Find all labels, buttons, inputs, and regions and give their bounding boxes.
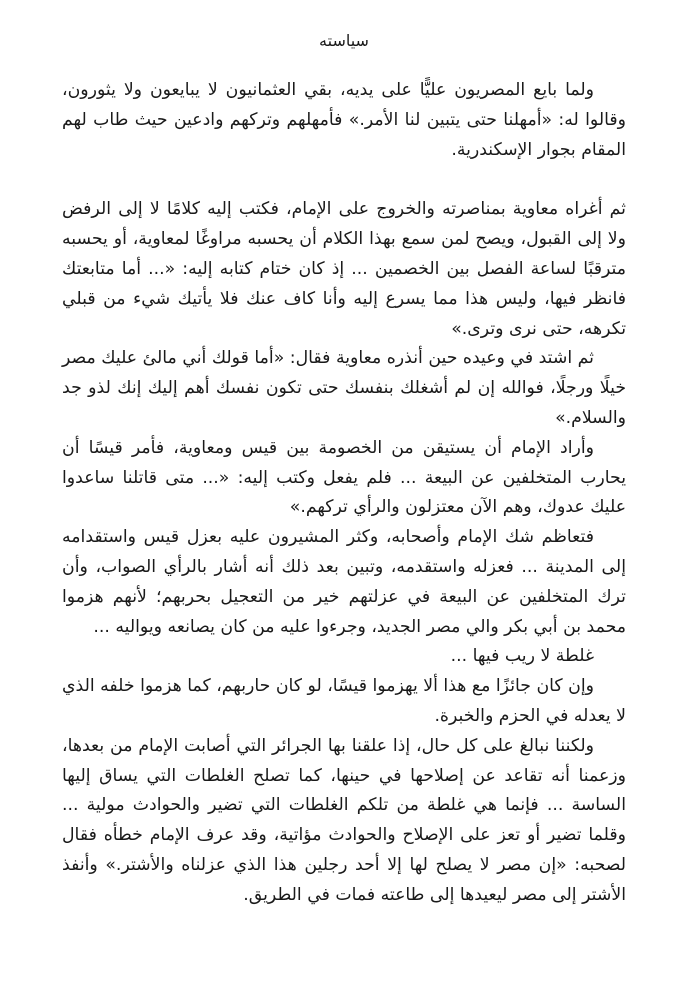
paragraph: ولكننا نبالغ على كل حال، إذا علقنا بها الجرائر التي أصابت الإمام من بعدها، وزعمنا أنه تقاعد عن إصلاحها في حينها، كما تصلح الغلطات التي يساق إليها الساسة ... فإنما هي غلطة من تلكم الغلطات التي تضير والحوادث مولية ... وقلما تضير أو تعز على الإصلاح والحوادث مؤاتية، وقد عرف الإمام خطأه فقال لصحبه: «إن مصر لا يصلح لها إلا أحد رجلين هذا الذي عزلناه والأشتر.» وأنفذ الأشتر إلى مصر ليعيدها إلى طاعته فمات في الطريق. <box>62 735 626 905</box>
body-text <box>62 76 626 911</box>
paragraph: ثم اشتد في وعيده حين أنذره معاوية فقال: «أما قولك أني مالئ عليك مصر خيلًا ورجلًا، فوالله إن لم أشغلك بنفسك حتى تكون نفسك أهم إليك إنك لذو جد والسلام.» <box>62 348 626 428</box>
paragraph: ثم أغراه معاوية بمناصرته والخروج على الإمام، فكتب إليه كلامًا لا إلى الرفض ولا إلى القبول، ويصح لمن سمع بهذا الكلام أن يحسبه مراوغًا لمعاوية، أو يحسبه مترقبًا لساعة الفصل بين الخصمين ... إذ كان ختام كتابه إليه: «... أما متابعتك فانظر فيها، وليس هذا مما يسرع إليه وأنا كاف عنك فلا يأتيك شيء من قبلي تكرهه، حتى نرى وترى.» <box>62 199 626 339</box>
paragraph: غلطة لا ريب فيها ... <box>450 646 594 667</box>
running-head: سياسته <box>319 31 369 50</box>
paragraph: وأراد الإمام أن يستيقن من الخصومة بين قيس ومعاوية، فأمر قيسًا أن يحارب المتخلفين عن البيعة ... فلم يفعل وكتب إليه: «... متى قاتلنا ساعدوا عليك عدوك، وهم الآن معتزلون والرأي تركهم.» <box>62 437 626 518</box>
paragraph: ولما بايع المصريون عليًّا على يديه، بقي العثمانيون لا يبايعون ولا يثورون، وقالوا له: «أمهلنا حتى يتبين لنا الأمر.» فأمهلهم وتركهم وادعين حيث طاب لهم المقام بجوار الإسكندرية. <box>62 80 626 160</box>
paragraph: فتعاظم شك الإمام وأصحابه، وكثر المشيرون عليه بعزل قيس واستقدامه إلى المدينة ... فعزله واستقدمه، وتبين بعد ذلك أنه أشار بالرأي الصواب، وأن ترك المتخلفين عن البيعة في عزلتهم خير من التعجيل بحربهم؛ لأنهم هزموا محمد بن أبي بكر والي مصر الجديد، وجرءوا عليه من كان يصانعه ويواليه ... <box>62 527 626 637</box>
paragraph: وإن كان جائزًا مع هذا ألا يهزموا قيسًا، لو كان حاربهم، كما هزموا خلفه الذي لا يعدله في الحزم والخبرة. <box>62 676 626 726</box>
